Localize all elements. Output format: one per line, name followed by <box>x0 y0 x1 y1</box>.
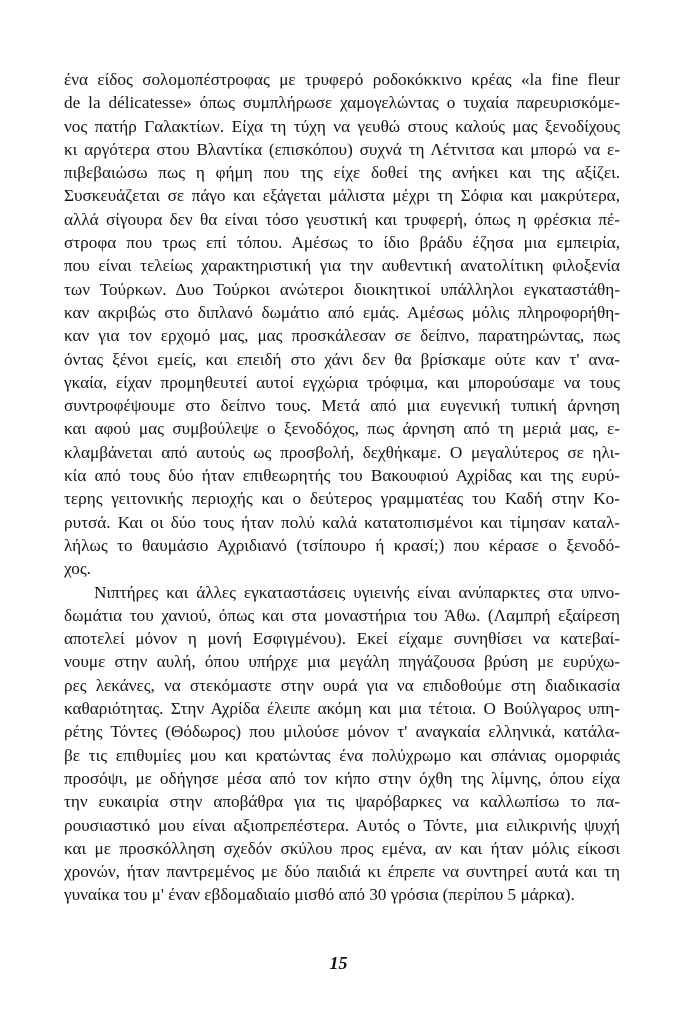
text-line: γκαία, είχαν προμηθευτεί αυτοί εγχώρια τρόφιμα, και μπορούσαμε να τους <box>64 372 620 392</box>
text-line: στροφα που τρως επί τόπου. Αμέσως το ίδιο βράδυ έζησα μια εμπειρία, <box>64 233 620 253</box>
text-line: χρονών, ήταν παντρεμένος με δύο παιδιά κι έπρεπε να συντηρεί αυτά και τη <box>64 862 620 882</box>
text-line: γυναίκα του μ' έναν εβδομαδιαίο μισθό από 30 γρόσια (περίπου 5 μάρκα). <box>64 885 575 905</box>
text-line: τερης γειτονικής περιοχής και ο δεύτερος γραμματέας του Καδή στην Κο- <box>64 489 620 509</box>
text-line: Συσκευάζεται σε πάγο και εξάγεται μάλιστα μέχρι τη Σόφια και μακρύτερα, <box>64 186 620 206</box>
text-line: καν για τον ερχομό μας, μας προσκάλεσαν σε δείπνο, παρατηρώντας, πως <box>64 326 620 346</box>
text-line: αποτελεί μόνον η μονή Εσφιγμένου). Εκεί είχαμε συνηθίσει να κατεβαί- <box>64 629 620 649</box>
text-line: χος. <box>64 559 91 579</box>
text-line: δωμάτια του χανιού, όπως και στα μοναστήρια του Άθω. (Λαμπρή εξαίρεση <box>64 605 620 625</box>
body-text <box>64 68 620 907</box>
text-line: αλλά σίγουρα δεν θα είναι τόσο γευστική και τρυφερή, όπως η φρέσκια πέ- <box>64 209 620 229</box>
page-number: 15 <box>329 953 348 973</box>
text-line: ρουσιαστικό μου είναι αξιοπρεπέστερα. Αυτός ο Τόντε, μια ειλικρινής ψυχή <box>64 815 620 835</box>
text-line: πιβεβαιώσω πως η φήμη που της είχε δοθεί της ανήκει και της αξίζει. <box>64 163 620 183</box>
paragraph <box>64 581 620 907</box>
text-line: νουμε στην αυλή, όπου υπήρχε μια μεγάλη πηγάζουσα βρύση με ευρύχω- <box>64 652 620 672</box>
text-line: κία από τους δύο ήταν επιθεωρητής του Βακουφιού Αχρίδας και της ευρύ- <box>64 466 620 486</box>
text-line: των Τούρκων. Δυο Τούρκοι ανώτεροι διοικητικοί υπάλληλοι εγκαταστάθη- <box>64 279 620 299</box>
text-line: προσόψι, με οδήγησε μέσα από τον κήπο στην όχθη της λίμνης, όπου είχα <box>64 768 620 788</box>
text-line: Νιπτήρες και άλλες εγκαταστάσεις υγιεινής είναι ανύπαρκτες στα υπνο- <box>94 582 620 602</box>
text-line: λήλως το θαυμάσιο Αχριδιανό (τσίπουρο ή κρασί;) που κέρασε ο ξενοδό- <box>64 535 620 555</box>
text-line: ρες λεκάνες, να στεκόμαστε στην ουρά για να επιδοθούμε στη διαδικασία <box>64 675 620 695</box>
paragraph <box>64 68 620 581</box>
text-line: καν ακριβώς στο διπλανό δωμάτιο από εμάς. Αμέσως μόλις πληροφορήθη- <box>64 302 620 322</box>
text-line: καθαριότητας. Στην Αχρίδα έλειπε ακόμη και μια τέτοια. Ο Βούλγαρος υπη- <box>64 699 620 719</box>
text-line: βε τις επιθυμίες μου και κρατώντας ένα πολύχρωμο και σπάνιας ομορφιάς <box>64 745 620 765</box>
text-line: όντας ξένοι εμείς, και επειδή στο χάνι δεν θα βρίσκαμε ούτε καν τ' ανα- <box>64 349 620 369</box>
text-line: νος πατήρ Γαλακτίων. Είχα τη τύχη να γευθώ στους καλούς μας ξενοδίχους <box>64 116 620 136</box>
text-line: ρέτης Τόντες (Θόδωρος) που μιλούσε μόνον τ' αναγκαία ελληνικά, κατάλα- <box>64 722 620 742</box>
text-line: και με προσκόλληση σχεδόν σκύλου προς εμένα, αν και ήταν μόλις είκοσι <box>64 838 620 858</box>
text-line: και αφού μας συμβούλεψε ο ξενοδόχος, πως άρνηση από τη μεριά μας, ε- <box>64 419 620 439</box>
text-line: ένα είδος σολομοπέστροφας με τρυφερό ροδοκόκκινο κρέας «la fine fleur <box>64 70 620 89</box>
text-line: κι αργότερα στου Βλαντίκα (επισκόπου) συχνά τη Λέτνιτσα και μπορώ να ε- <box>64 139 620 159</box>
text-line: την ευκαιρία στην αποβάθρα για τις ψαρόβαρκες να καλλωπίσω το πα- <box>64 792 620 812</box>
text-line: κλαμβάνεται από αυτούς ως προσβολή, δεχθήκαμε. Ο μεγαλύτερος σε ηλι- <box>64 442 620 462</box>
text-line: de la délicatesse» όπως συμπλήρωσε χαμογελώντας ο τυχαία παρευρισκόμε- <box>64 93 620 113</box>
text-line: ρυτσά. Και οι δύο τους ήταν πολύ καλά κατατοπισμένοι και τίμησαν καταλ- <box>64 512 620 532</box>
text-line: που είναι τελείως χαρακτηριστική για την αυθεντική ανατολίτικη φιλοξενία <box>64 256 620 276</box>
text-line: συντροφέψουμε στο δείπνο τους. Μετά από μια ευγενική τυπική άρνηση <box>64 396 620 416</box>
